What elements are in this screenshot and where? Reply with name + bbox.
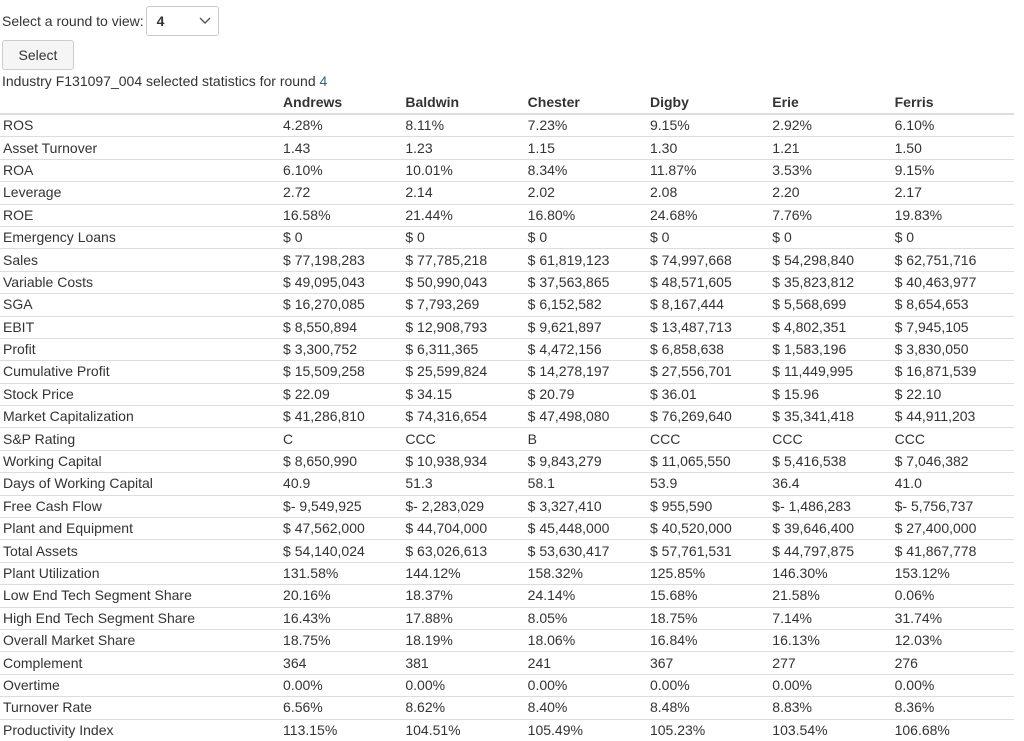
table-cell: 364	[280, 652, 402, 674]
table-cell: 1.30	[647, 137, 769, 159]
table-row	[0, 473, 1014, 495]
table-cell: $- 9,549,925	[280, 495, 402, 517]
table-row	[0, 585, 1014, 607]
table-cell: 17.88%	[402, 607, 524, 629]
table-row	[0, 719, 1014, 741]
select-button[interactable]: Select	[2, 40, 74, 70]
row-label: Profit	[0, 338, 280, 360]
table-cell: 53.9	[647, 473, 769, 495]
table-cell: $ 35,823,812	[769, 271, 891, 293]
table-cell: $ 3,300,752	[280, 338, 402, 360]
table-row	[0, 674, 1014, 696]
table-cell: $ 20.79	[525, 383, 647, 405]
table-cell: 8.11%	[402, 114, 524, 137]
row-label: Market Capitalization	[0, 406, 280, 428]
table-cell: 0.06%	[892, 585, 1014, 607]
table-cell: $ 955,590	[647, 495, 769, 517]
table-cell: 8.36%	[892, 697, 1014, 719]
table-row	[0, 428, 1014, 450]
table-row	[0, 697, 1014, 719]
row-label: Sales	[0, 249, 280, 271]
table-cell: CCC	[402, 428, 524, 450]
row-label: EBIT	[0, 316, 280, 338]
row-label: Productivity Index	[0, 719, 280, 741]
table-cell: $ 0	[280, 226, 402, 248]
table-cell: 0.00%	[769, 674, 891, 696]
table-cell: $ 8,550,894	[280, 316, 402, 338]
table-cell: 18.75%	[647, 607, 769, 629]
table-cell: $ 10,938,934	[402, 450, 524, 472]
table-row	[0, 226, 1014, 248]
table-cell: 15.68%	[647, 585, 769, 607]
table-cell: $ 77,785,218	[402, 249, 524, 271]
table-cell: $ 6,152,582	[525, 294, 647, 316]
round-select-value: 4	[156, 13, 165, 29]
table-cell: 24.14%	[525, 585, 647, 607]
table-cell: $ 41,286,810	[280, 406, 402, 428]
table-cell: 8.48%	[647, 697, 769, 719]
table-cell: 7.76%	[769, 204, 891, 226]
table-cell: 0.00%	[892, 674, 1014, 696]
row-label: Low End Tech Segment Share	[0, 585, 280, 607]
table-cell: $ 12,908,793	[402, 316, 524, 338]
table-cell: $ 0	[892, 226, 1014, 248]
table-cell: $ 6,858,638	[647, 338, 769, 360]
table-cell: $ 15.96	[769, 383, 891, 405]
table-cell: 36.4	[769, 473, 891, 495]
table-cell: CCC	[647, 428, 769, 450]
table-cell: 51.3	[402, 473, 524, 495]
table-cell: 113.15%	[280, 719, 402, 741]
table-cell: $ 3,830,050	[892, 338, 1014, 360]
table-cell: $ 45,448,000	[525, 518, 647, 540]
table-cell: $ 41,867,778	[892, 540, 1014, 562]
table-row	[0, 338, 1014, 360]
table-cell: $ 53,630,417	[525, 540, 647, 562]
table-cell: 146.30%	[769, 562, 891, 584]
table-cell: 18.06%	[525, 629, 647, 651]
row-label: Turnover Rate	[0, 697, 280, 719]
row-label: Plant Utilization	[0, 562, 280, 584]
table-cell: 8.40%	[525, 697, 647, 719]
table-row	[0, 383, 1014, 405]
table-cell: $ 77,198,283	[280, 249, 402, 271]
header-metric	[0, 92, 280, 114]
table-cell: CCC	[769, 428, 891, 450]
table-cell: C	[280, 428, 402, 450]
table-row	[0, 294, 1014, 316]
table-cell: $- 1,486,283	[769, 495, 891, 517]
table-cell: $ 74,316,654	[402, 406, 524, 428]
row-label: Asset Turnover	[0, 137, 280, 159]
table-cell: $ 8,654,653	[892, 294, 1014, 316]
table-cell: 1.21	[769, 137, 891, 159]
table-cell: 18.75%	[280, 629, 402, 651]
table-cell: $ 62,751,716	[892, 249, 1014, 271]
table-row	[0, 518, 1014, 540]
table-cell: 241	[525, 652, 647, 674]
table-cell: $ 36.01	[647, 383, 769, 405]
row-label: Working Capital	[0, 450, 280, 472]
table-row	[0, 495, 1014, 517]
caption-round: 4	[319, 73, 328, 89]
table-cell: $ 4,472,156	[525, 338, 647, 360]
table-cell: $ 54,140,024	[280, 540, 402, 562]
table-cell: 8.62%	[402, 697, 524, 719]
table-row	[0, 629, 1014, 651]
table-cell: 158.32%	[525, 562, 647, 584]
table-cell: $ 47,498,080	[525, 406, 647, 428]
table-row	[0, 406, 1014, 428]
table-cell: $ 74,997,668	[647, 249, 769, 271]
row-label: Plant and Equipment	[0, 518, 280, 540]
table-cell: 6.10%	[892, 114, 1014, 137]
table-row	[0, 652, 1014, 674]
table-cell: 0.00%	[280, 674, 402, 696]
table-cell: 19.83%	[892, 204, 1014, 226]
table-cell: 0.00%	[647, 674, 769, 696]
table-row	[0, 607, 1014, 629]
table-cell: 103.54%	[769, 719, 891, 741]
table-cell: 125.85%	[647, 562, 769, 584]
table-cell: 8.34%	[525, 159, 647, 181]
row-label: Complement	[0, 652, 280, 674]
table-cell: 6.56%	[280, 697, 402, 719]
table-cell: 105.23%	[647, 719, 769, 741]
table-cell: 2.14	[402, 182, 524, 204]
table-cell: $ 9,621,897	[525, 316, 647, 338]
table-cell: $ 5,568,699	[769, 294, 891, 316]
statistics-table	[0, 92, 1014, 741]
table-cell: 18.37%	[402, 585, 524, 607]
row-label: Overtime	[0, 674, 280, 696]
table-cell: 104.51%	[402, 719, 524, 741]
table-cell: $ 7,945,105	[892, 316, 1014, 338]
table-cell: $ 61,819,123	[525, 249, 647, 271]
table-cell: 2.08	[647, 182, 769, 204]
header-chester: Chester	[525, 92, 647, 114]
table-cell: 21.44%	[402, 204, 524, 226]
table-cell: 0.00%	[525, 674, 647, 696]
table-cell: $ 54,298,840	[769, 249, 891, 271]
table-cell: $ 7,793,269	[402, 294, 524, 316]
round-select[interactable]	[146, 6, 219, 36]
table-cell: 2.92%	[769, 114, 891, 137]
table-cell: $ 49,095,043	[280, 271, 402, 293]
table-cell: $ 27,400,000	[892, 518, 1014, 540]
table-cell: 20.16%	[280, 585, 402, 607]
table-row	[0, 361, 1014, 383]
table-cell: $ 0	[402, 226, 524, 248]
table-cell: 1.23	[402, 137, 524, 159]
table-cell: 144.12%	[402, 562, 524, 584]
table-cell: 11.87%	[647, 159, 769, 181]
table-row	[0, 249, 1014, 271]
table-cell: $ 27,556,701	[647, 361, 769, 383]
header-baldwin: Baldwin	[402, 92, 524, 114]
row-label: Cumulative Profit	[0, 361, 280, 383]
table-cell: 381	[402, 652, 524, 674]
chevron-down-icon	[199, 16, 211, 26]
table-cell: 24.68%	[647, 204, 769, 226]
table-cell: 16.58%	[280, 204, 402, 226]
table-cell: $ 22.09	[280, 383, 402, 405]
table-cell: 2.20	[769, 182, 891, 204]
table-cell: 0.00%	[402, 674, 524, 696]
table-cell: 9.15%	[647, 114, 769, 137]
table-cell: $ 40,463,977	[892, 271, 1014, 293]
table-cell: 153.12%	[892, 562, 1014, 584]
table-cell: $ 9,843,279	[525, 450, 647, 472]
table-row	[0, 562, 1014, 584]
row-label: Overall Market Share	[0, 629, 280, 651]
header-digby: Digby	[647, 92, 769, 114]
table-cell: $ 48,571,605	[647, 271, 769, 293]
table-cell: $ 4,802,351	[769, 316, 891, 338]
row-label: ROE	[0, 204, 280, 226]
table-row	[0, 182, 1014, 204]
table-row	[0, 540, 1014, 562]
table-cell: $ 0	[647, 226, 769, 248]
table-cell: $ 14,278,197	[525, 361, 647, 383]
table-cell: $ 22.10	[892, 383, 1014, 405]
table-cell: 7.23%	[525, 114, 647, 137]
table-cell: $ 8,167,444	[647, 294, 769, 316]
table-cell: 3.53%	[769, 159, 891, 181]
table-cell: $ 50,990,043	[402, 271, 524, 293]
table-cell: $ 15,509,258	[280, 361, 402, 383]
table-cell: $ 35,341,418	[769, 406, 891, 428]
table-row	[0, 159, 1014, 181]
table-cell: $ 11,065,550	[647, 450, 769, 472]
row-label: ROA	[0, 159, 280, 181]
table-cell: 1.50	[892, 137, 1014, 159]
table-cell: 21.58%	[769, 585, 891, 607]
table-cell: 367	[647, 652, 769, 674]
table-cell: 1.43	[280, 137, 402, 159]
table-cell: $ 63,026,613	[402, 540, 524, 562]
table-cell: $ 11,449,995	[769, 361, 891, 383]
table-cell: $ 34.15	[402, 383, 524, 405]
row-label: Variable Costs	[0, 271, 280, 293]
table-cell: 131.58%	[280, 562, 402, 584]
table-cell: $ 3,327,410	[525, 495, 647, 517]
table-cell: $ 16,270,085	[280, 294, 402, 316]
table-cell: $ 8,650,990	[280, 450, 402, 472]
table-cell: CCC	[892, 428, 1014, 450]
table-cell: $- 5,756,737	[892, 495, 1014, 517]
table-cell: 16.13%	[769, 629, 891, 651]
table-cell: $ 1,583,196	[769, 338, 891, 360]
table-row	[0, 204, 1014, 226]
header-erie: Erie	[769, 92, 891, 114]
round-selector-label: Select a round to view:	[2, 13, 144, 29]
table-cell: 31.74%	[892, 607, 1014, 629]
row-label: S&P Rating	[0, 428, 280, 450]
header-andrews: Andrews	[280, 92, 402, 114]
table-cell: 106.68%	[892, 719, 1014, 741]
table-cell: $ 47,562,000	[280, 518, 402, 540]
table-cell: 4.28%	[280, 114, 402, 137]
row-label: Days of Working Capital	[0, 473, 280, 495]
table-cell: 8.05%	[525, 607, 647, 629]
table-cell: 277	[769, 652, 891, 674]
header-ferris: Ferris	[892, 92, 1014, 114]
row-label: Free Cash Flow	[0, 495, 280, 517]
table-cell: 6.10%	[280, 159, 402, 181]
table-cell: 2.17	[892, 182, 1014, 204]
table-cell: $ 5,416,538	[769, 450, 891, 472]
table-cell: $ 16,871,539	[892, 361, 1014, 383]
table-cell: $ 37,563,865	[525, 271, 647, 293]
table-row	[0, 316, 1014, 338]
table-cell: 105.49%	[525, 719, 647, 741]
table-cell: $ 25,599,824	[402, 361, 524, 383]
row-label: ROS	[0, 114, 280, 137]
table-caption	[2, 73, 327, 89]
table-cell: $ 44,704,000	[402, 518, 524, 540]
table-header-row	[0, 92, 1014, 114]
table-cell: 9.15%	[892, 159, 1014, 181]
table-cell: 41.0	[892, 473, 1014, 495]
table-cell: 16.84%	[647, 629, 769, 651]
table-cell: 40.9	[280, 473, 402, 495]
table-cell: $ 76,269,640	[647, 406, 769, 428]
table-cell: $ 57,761,531	[647, 540, 769, 562]
table-cell: 16.80%	[525, 204, 647, 226]
table-cell: B	[525, 428, 647, 450]
row-label: Leverage	[0, 182, 280, 204]
table-cell: 1.15	[525, 137, 647, 159]
table-cell: 58.1	[525, 473, 647, 495]
table-cell: 2.72	[280, 182, 402, 204]
row-label: Stock Price	[0, 383, 280, 405]
table-cell: $ 7,046,382	[892, 450, 1014, 472]
table-cell: 2.02	[525, 182, 647, 204]
table-cell: $ 44,911,203	[892, 406, 1014, 428]
table-cell: 8.83%	[769, 697, 891, 719]
table-cell: 12.03%	[892, 629, 1014, 651]
table-cell: $ 0	[525, 226, 647, 248]
table-cell: 7.14%	[769, 607, 891, 629]
table-cell: $ 44,797,875	[769, 540, 891, 562]
table-row	[0, 450, 1014, 472]
row-label: High End Tech Segment Share	[0, 607, 280, 629]
caption-text: Industry F131097_004 selected statistics for round	[2, 73, 316, 89]
table-cell: 16.43%	[280, 607, 402, 629]
table-cell: 10.01%	[402, 159, 524, 181]
table-cell: 276	[892, 652, 1014, 674]
table-cell: $ 13,487,713	[647, 316, 769, 338]
table-cell: $ 40,520,000	[647, 518, 769, 540]
table-row	[0, 114, 1014, 137]
table-cell: $ 6,311,365	[402, 338, 524, 360]
row-label: SGA	[0, 294, 280, 316]
table-cell: $ 0	[769, 226, 891, 248]
row-label: Emergency Loans	[0, 226, 280, 248]
table-cell: 18.19%	[402, 629, 524, 651]
row-label: Total Assets	[0, 540, 280, 562]
table-cell: $ 39,646,400	[769, 518, 891, 540]
table-row	[0, 137, 1014, 159]
table-cell: $- 2,283,029	[402, 495, 524, 517]
table-row	[0, 271, 1014, 293]
round-selector-row	[0, 5, 219, 37]
